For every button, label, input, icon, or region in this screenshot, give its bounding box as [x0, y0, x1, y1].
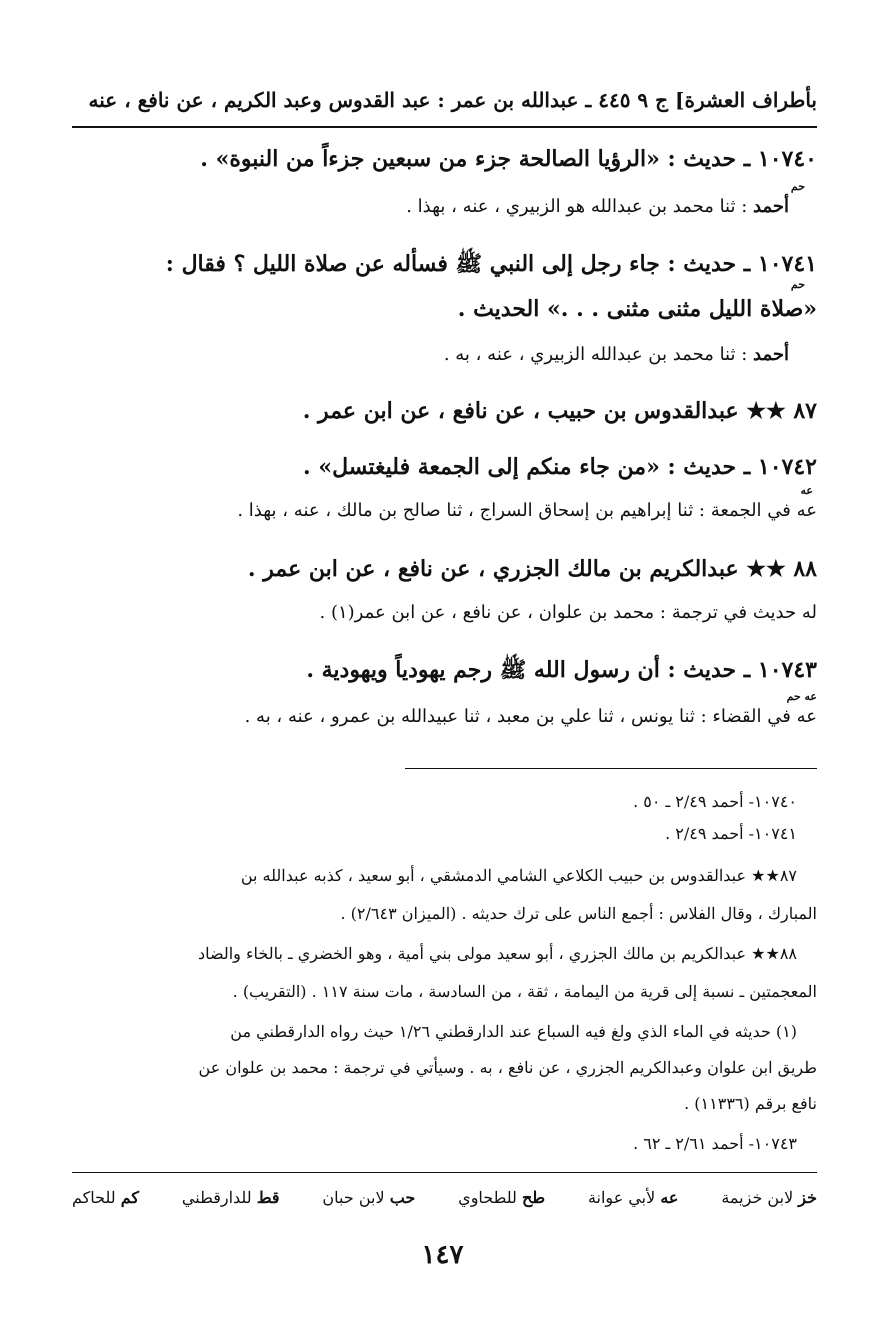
hadith-10742-sigla: عه [800, 484, 813, 497]
chain-text: : ثنا محمد بن عبدالله الزبيري ، عنه ، به . [443, 344, 748, 365]
footnote-1-line3: نافع برقم (١١٣٣٦) . [684, 1094, 817, 1113]
footnote-1-line2: طريق ابن علوان وعبدالكريم الجزري ، عن نافع ، به . وسيأتي في ترجمة : محمد بن علوان عن [198, 1058, 817, 1077]
abbreviations-rule [72, 1172, 817, 1173]
abbreviations-key [72, 1188, 817, 1207]
source-name: أحمد [753, 196, 789, 217]
chain-text: : ثنا محمد بن عبدالله هو الزبيري ، عنه ، بهذا . [406, 196, 748, 217]
source-name: أحمد [753, 344, 789, 365]
footnote-87-line1: ٨٧★★ عبدالقدوس بن حبيب الكلاعي الشامي الدمشقي ، أبو سعيد ، كذبه عبدالله بن [240, 866, 797, 885]
footnote-10740: ١٠٧٤٠- أحمد ٢/٤٩ ـ ٥٠ . [633, 792, 797, 811]
hadith-10743-title: ١٠٧٤٣ ـ حديث : أن رسول الله ﷺ رجم يهودياً ويهودية . [306, 657, 817, 683]
narrator-87-heading: ٨٧ ★★ عبدالقدوس بن حبيب ، عن نافع ، عن ابن عمر . [302, 398, 817, 424]
hadith-10740-title: ١٠٧٤٠ ـ حديث : «الرؤيا الصالحة جزء من سبعين جزءاً من النبوة» . [200, 146, 817, 172]
footnote-10743: ١٠٧٤٣- أحمد ٢/٦١ ـ ٦٢ . [633, 1134, 797, 1153]
abbr-hibban: حب لابن حبان [322, 1188, 416, 1207]
hadith-10741-sigla: حم [790, 278, 805, 291]
footnote-87-line2: المبارك ، وقال الفلاس : أجمع الناس على ترك حديثه . (الميزان ٢/٦٤٣) . [340, 904, 817, 923]
abbr-awana: عه لأبي عوانة [587, 1188, 679, 1207]
abbr-hakim: كم للحاكم [72, 1188, 140, 1207]
footnote-1-line1: (١) حديثه في الماء الذي ولغ فيه السباع عند الدارقطني ١/٢٦ حيث رواه الدارقطني من [230, 1022, 797, 1041]
hadith-10743-chain: عه في القضاء : ثنا يونس ، ثنا علي بن معبد ، ثنا عبيدالله بن عمرو ، عنه ، به . [244, 706, 817, 727]
running-header: بأطراف العشرة] ج ٩ ٤٤٥ ـ عبدالله بن عمر : عبد القدوس وعبد الكريم ، عن نافع ، عنه [88, 88, 817, 112]
narrator-88-note: له حديث في ترجمة : محمد بن علوان ، عن نافع ، عن ابن عمر(١) . [319, 602, 817, 623]
hadith-10740-chain [72, 196, 789, 217]
abbr-daraqutni: قط للدارقطني [181, 1188, 280, 1207]
page-number: ١٤٧ [421, 1240, 464, 1270]
hadith-10742-title: ١٠٧٤٢ ـ حديث : «من جاء منكم إلى الجمعة فليغتسل» . [303, 454, 817, 480]
hadith-10740-sigla: حم [790, 180, 805, 193]
hadith-10741-text: «صلاة الليل مثنى مثنى . . .» الحديث . [457, 296, 817, 322]
hadith-10741-title: ١٠٧٤١ ـ حديث : جاء رجل إلى النبي ﷺ فسأله عن صلاة الليل ؟ فقال : [165, 251, 817, 277]
header-rule [72, 126, 817, 128]
narrator-88-heading: ٨٨ ★★ عبدالكريم بن مالك الجزري ، عن نافع ، عن ابن عمر . [247, 556, 817, 582]
abbr-khuzayma: خز لابن خزيمة [721, 1188, 817, 1207]
hadith-10743-sigla: عه حم [786, 690, 817, 703]
hadith-10742-chain: عه في الجمعة : ثنا إبراهيم بن إسحاق السراج ، ثنا صالح بن مالك ، عنه ، بهذا . [237, 500, 817, 521]
footnote-88-line1: ٨٨★★ عبدالكريم بن مالك الجزري ، أبو سعيد مولى بني أمية ، وهو الخضري ـ بالخاء والضاد [197, 944, 797, 963]
footnote-rule [405, 768, 817, 769]
hadith-10741-chain [72, 344, 789, 365]
abbr-tahawi: طح للطحاوي [458, 1188, 546, 1207]
footnote-10741: ١٠٧٤١- أحمد ٢/٤٩ . [665, 824, 797, 843]
footnote-88-line2: المعجمتين ـ نسبة إلى قرية من اليمامة ، ثقة ، من السادسة ، مات سنة ١١٧ . (التقريب) . [232, 982, 817, 1001]
